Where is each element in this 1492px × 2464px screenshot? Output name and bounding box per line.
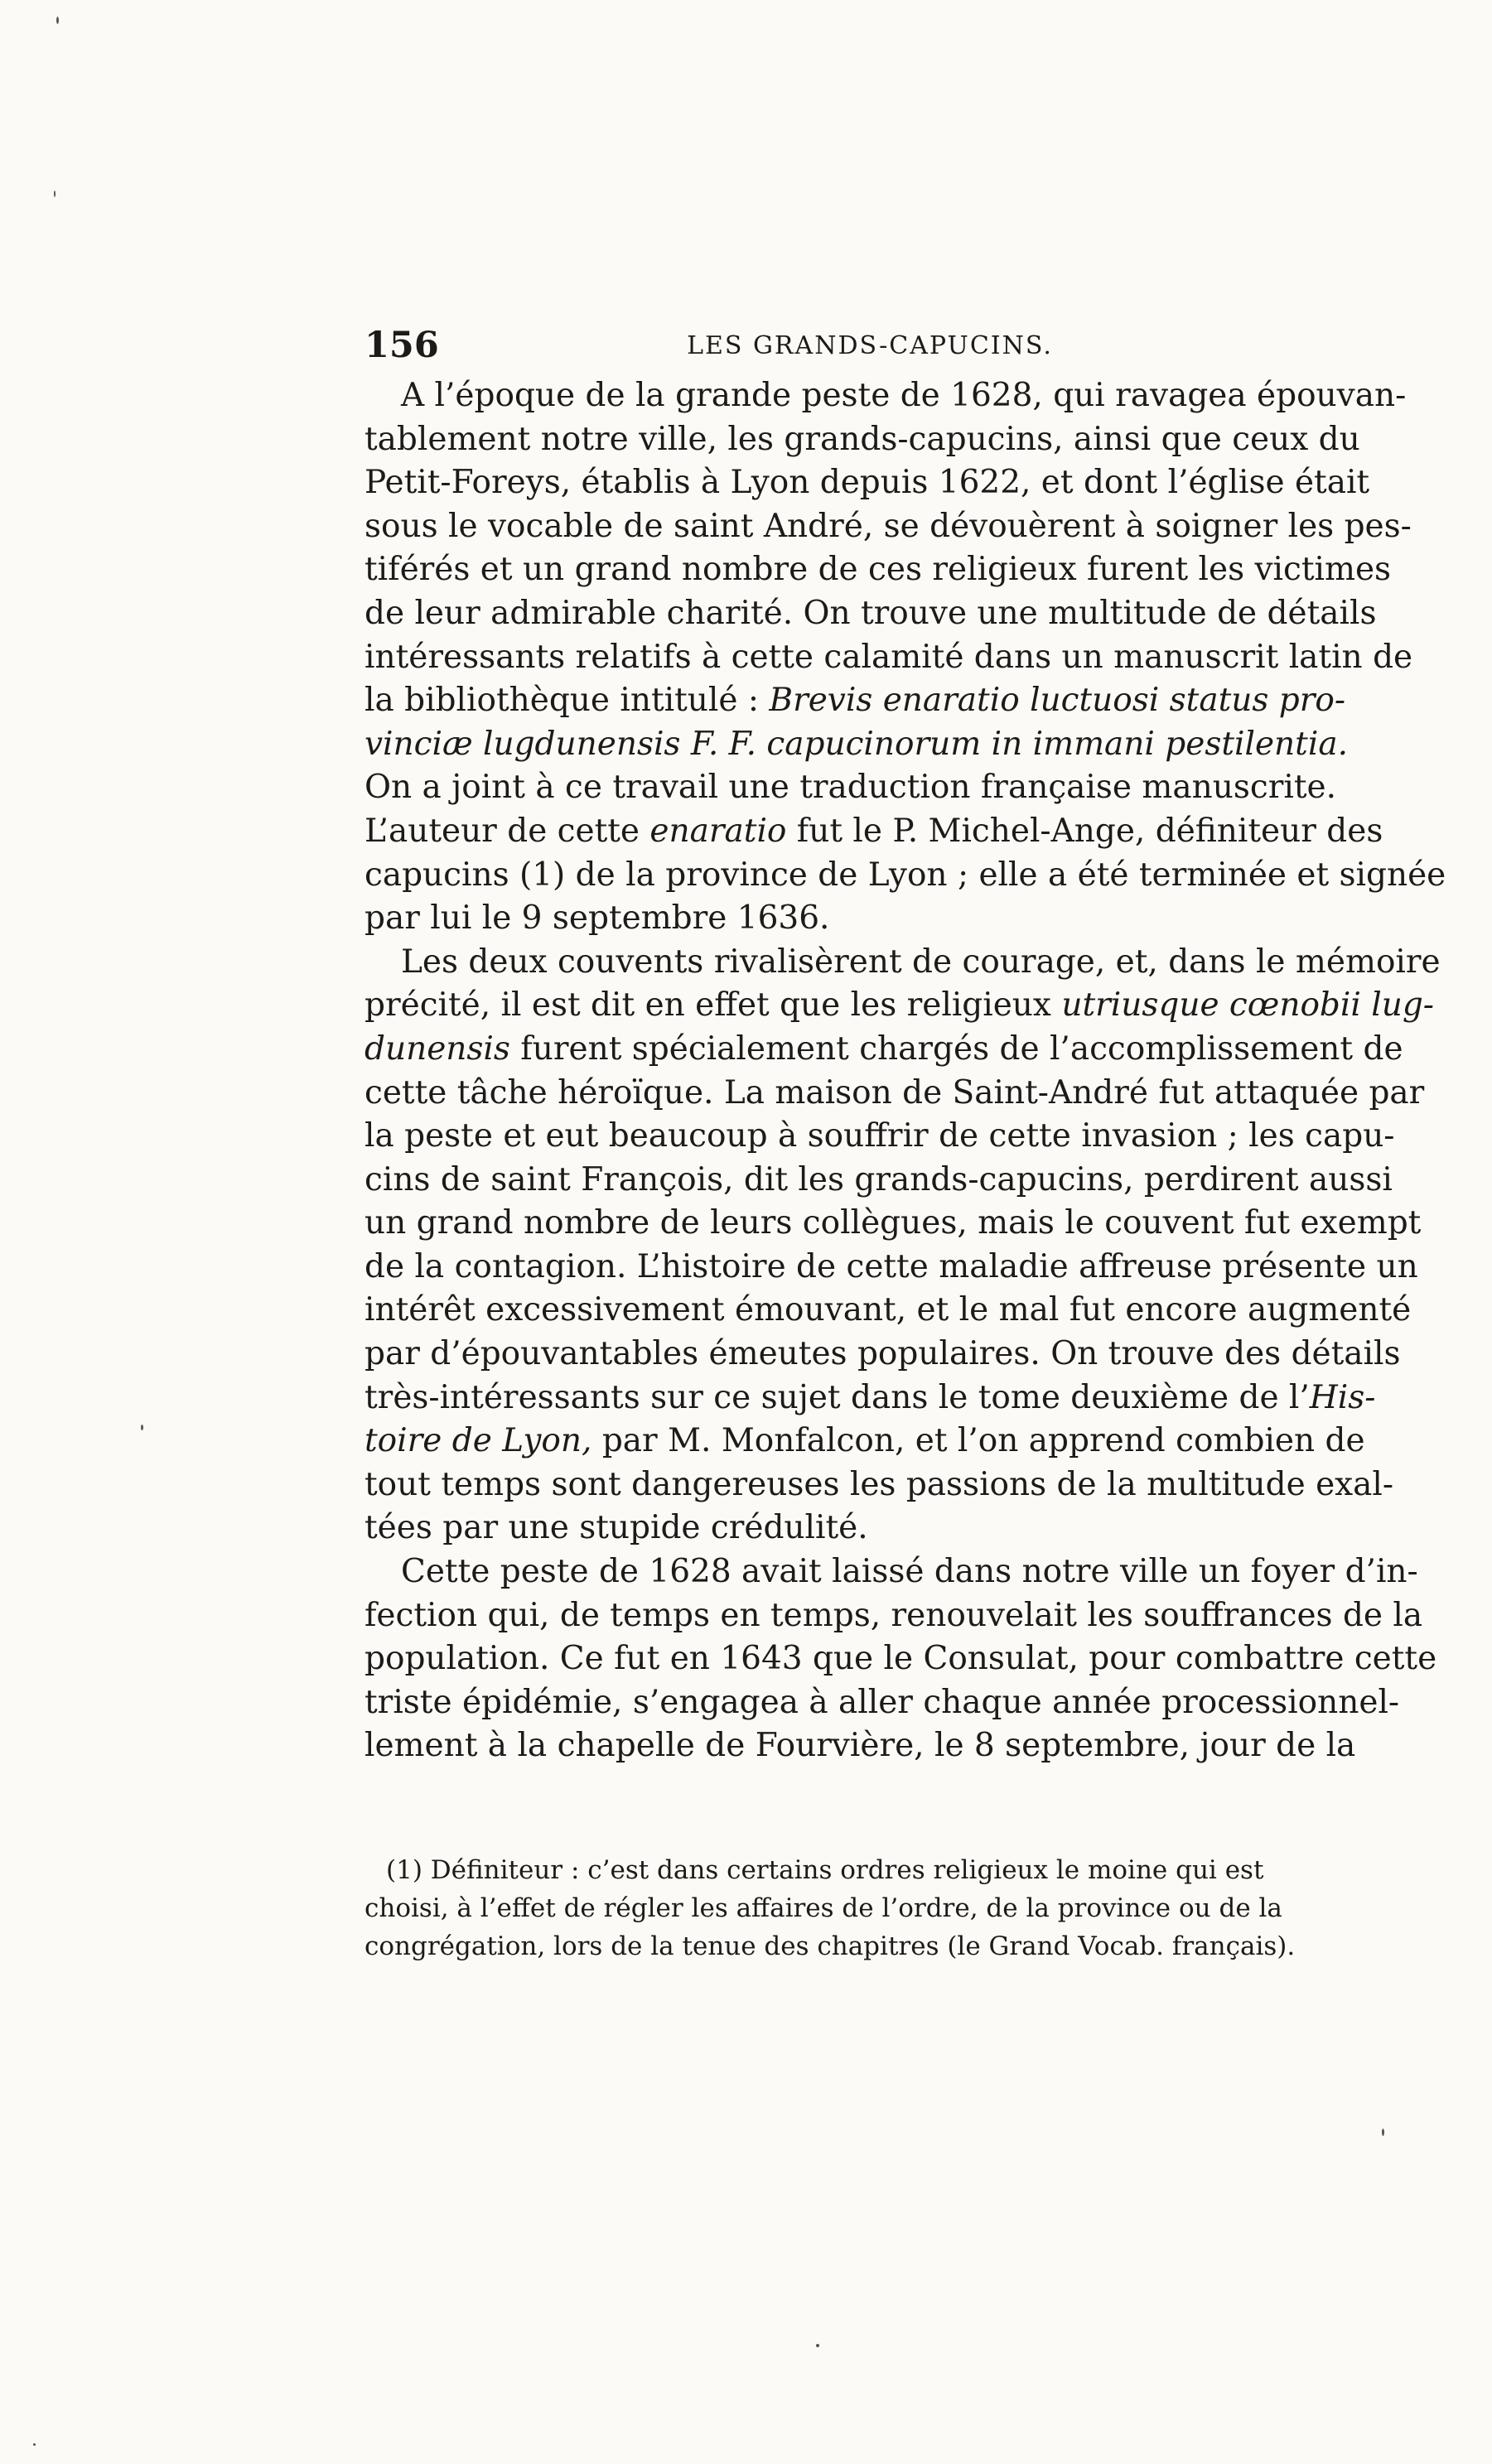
text-line (365, 897, 1262, 941)
text-line (365, 1594, 1423, 1638)
italic-text: utriusque cœnobii lug- (1061, 986, 1434, 1025)
text-line (365, 1507, 1262, 1550)
text-line (365, 461, 1370, 505)
italic-text: dunensis (365, 1029, 510, 1068)
text-line (365, 1463, 1394, 1507)
text-line (365, 1637, 1437, 1681)
text-line (365, 418, 1360, 462)
text-run: très-intéressants sur ce sujet dans le tome deuxième de l’ (365, 1378, 1310, 1416)
text-run: tiférés et un grand nombre de ces religieux furent les victimes (365, 551, 1392, 589)
text-run: cette tâche héroïque. La maison de Saint-André fut attaquée par (365, 1073, 1425, 1111)
footnote-line: choisi, à l’effet de régler les affaires de l’ordre, de la province ou de la (365, 1893, 1282, 1923)
running-title: LES GRANDS-CAPUCINS. (687, 331, 1053, 360)
page-header (365, 325, 1301, 374)
text-run: capucins (1) de la province de Lyon ; elle a été terminée et signée (365, 856, 1446, 894)
italic-text: enaratio (649, 812, 787, 850)
text-run: fection qui, de temps en temps, renouvelait les souffrances de la (365, 1596, 1423, 1634)
text-run: de la contagion. L’histoire de cette maladie affreuse présente un (365, 1247, 1418, 1285)
text-line (365, 941, 1441, 985)
page-number: 156 (365, 325, 439, 366)
text-run: par M. Monfalcon, et l’on apprend combien de (591, 1422, 1365, 1460)
text-run: de leur admirable charité. On trouve une multitude de détails (365, 594, 1377, 632)
scan-speck (56, 17, 59, 24)
italic-text: vinciæ lugdunensis F. F. capucinorum in immani pestilentia. (365, 725, 1348, 763)
footnote-line: (1) Définiteur : c’est dans certains ordres religieux le moine qui est (386, 1855, 1264, 1885)
text-run: population. Ce fut en 1643 que le Consulat, pour combattre cette (365, 1640, 1437, 1678)
text-line (365, 505, 1412, 549)
text-run: tablement notre ville, les grands-capucins, ainsi que ceux du (365, 420, 1360, 458)
text-line (365, 1420, 1365, 1463)
text-run: sous le vocable de saint André, se dévouèrent à soigner les pes- (365, 507, 1412, 545)
text-line (365, 854, 1446, 898)
text-line (365, 1159, 1393, 1203)
text-run: L’auteur de cette (365, 812, 650, 850)
italic-text: His- (1309, 1378, 1376, 1416)
text-line (365, 636, 1413, 680)
text-run: intérêt excessivement émouvant, et le mal fut encore augmenté (365, 1291, 1412, 1329)
text-run: cins de saint François, dit les grands-capucins, perdirent aussi (365, 1160, 1393, 1198)
text-run: précité, il est dit en effet que les religieux (365, 986, 1062, 1025)
italic-text: toire de Lyon, (365, 1422, 592, 1460)
text-run: A l’époque de la grande peste de 1628, qui ravagea épouvan- (401, 377, 1407, 414)
text-run: lement à la chapelle de Fourvière, le 8 septembre, jour de la (365, 1727, 1356, 1765)
text-line (365, 723, 1348, 767)
text-line (365, 679, 1346, 723)
footnote (365, 1851, 1296, 1965)
text-line (365, 1028, 1403, 1072)
text-run: intéressants relatifs à cette calamité dans un manuscrit latin de (365, 638, 1413, 676)
text-line (365, 1681, 1400, 1725)
text-line (365, 766, 1336, 810)
text-run: par d’épouvantables émeutes populaires. On trouve des détails (365, 1335, 1401, 1373)
text-run: tout temps sont dangereuses les passions de la multitude exal- (365, 1465, 1394, 1503)
text-run: un grand nombre de leurs collègues, mais le couvent fut exempt (365, 1204, 1422, 1242)
text-line (365, 1550, 1418, 1594)
text-line (365, 1377, 1376, 1420)
text-run: Cette peste de 1628 avait laissé dans notre ville un foyer d’in- (401, 1553, 1418, 1591)
text-run: fut le P. Michel-Ange, définiteur des (786, 812, 1383, 850)
text-line (365, 1246, 1418, 1290)
text-line (365, 548, 1392, 592)
italic-text: Brevis enaratio luctuosi status pro- (769, 682, 1346, 720)
text-run: Petit-Foreys, établis à Lyon depuis 1622, et dont l’église était (365, 464, 1370, 502)
scan-speck (54, 190, 56, 197)
footnote-line: congrégation, lors de la tenue des chapitres (le Grand Vocab. français). (365, 1931, 1296, 1961)
scan-speck (816, 2344, 819, 2347)
text-line (365, 592, 1377, 636)
text-line (365, 1289, 1412, 1333)
text-run: On a joint à ce travail une traduction française manuscrite. (365, 769, 1336, 807)
text-line (365, 374, 1407, 418)
text-run: Les deux couvents rivalisèrent de courage, et, dans le mémoire (401, 943, 1441, 981)
text-line (365, 1724, 1356, 1768)
text-line (365, 1115, 1395, 1159)
text-run: furent spécialement chargés de l’accomplissement de (509, 1029, 1403, 1068)
body-text (365, 374, 1446, 1768)
text-line (365, 1333, 1401, 1377)
scan-speck (33, 2443, 36, 2446)
text-run: la peste et eut beaucoup à souffrir de cette invasion ; les capu- (365, 1117, 1395, 1155)
text-run: par lui le 9 septembre 1636. (365, 899, 830, 938)
text-run: la bibliothèque intitulé : (365, 682, 770, 720)
text-line (365, 984, 1434, 1028)
text-line (365, 1072, 1425, 1116)
scan-speck (141, 1425, 143, 1430)
text-run: tées par une stupide crédulité. (365, 1509, 868, 1547)
text-line (365, 810, 1383, 854)
scan-speck (1382, 2129, 1384, 2136)
text-line (365, 1202, 1422, 1246)
text-run: triste épidémie, s’engagea à aller chaque année processionnel- (365, 1683, 1400, 1721)
